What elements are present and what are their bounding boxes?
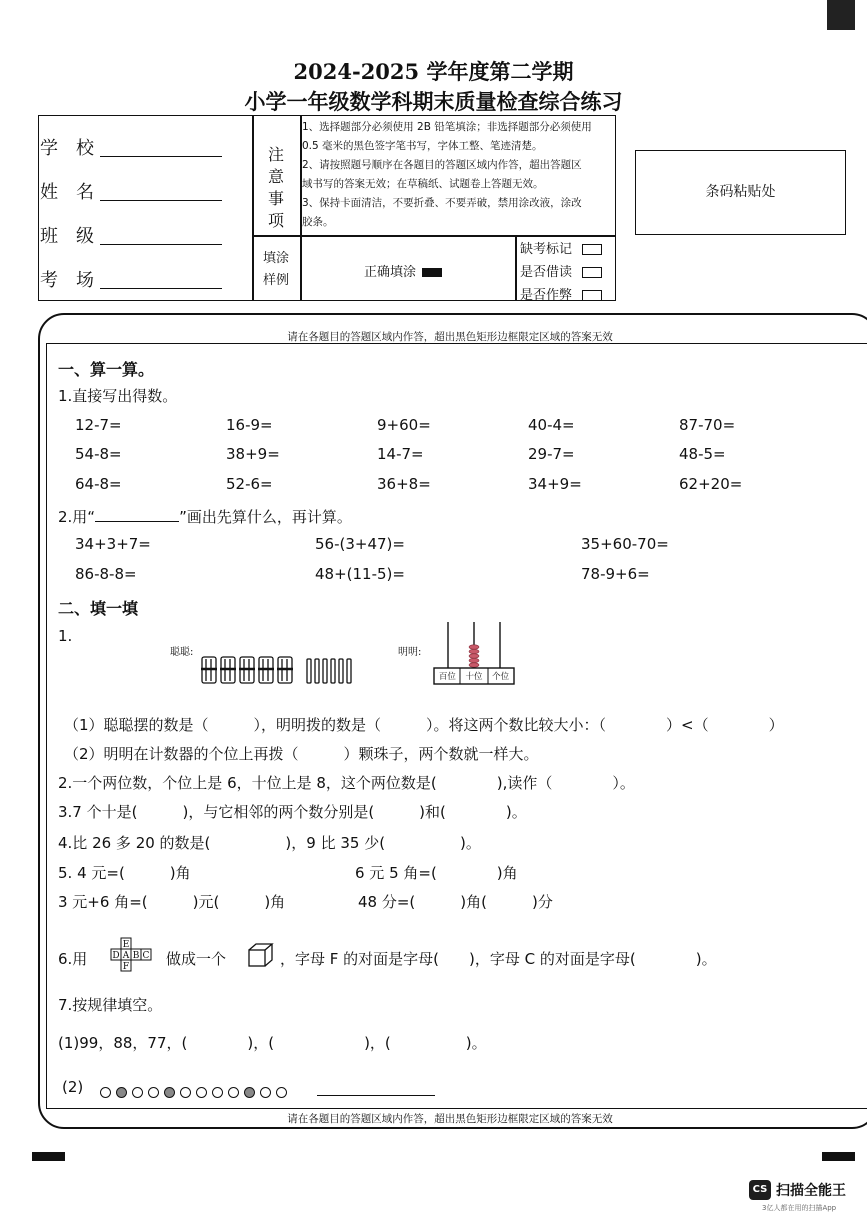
notice-line: 域书写的答案无效；在草稿纸、试题卷上答题无效。 [302, 178, 544, 190]
calc-item: 56-(3+47)= [315, 535, 405, 553]
exam-title: 小学一年级数学科期末质量检查综合练习 [244, 89, 623, 114]
abacus-label: 百位 [438, 672, 456, 682]
filled-mark-icon [422, 268, 442, 277]
congcong-label: 聪聪: [170, 647, 194, 658]
single-stick [315, 659, 319, 683]
school-label: 学 校 [40, 138, 94, 159]
q7-part2-label: (2) [62, 1078, 84, 1096]
section2-title: 二、填一填 [58, 599, 139, 618]
calc-item: 64-8= [75, 475, 122, 493]
section1-title: 一、算一算。 [58, 360, 155, 379]
q6-middle: 做成一个 [166, 950, 227, 968]
exam-title-term: 2024-2025 学年度第二学期 [293, 59, 574, 84]
school-field[interactable] [100, 136, 222, 157]
calc-item: 29-7= [528, 445, 575, 463]
filled-circle [164, 1087, 175, 1098]
q2-question: 2.一个两位数，个位上是 6，十位上是 8，这个两位数是( ),读作（ ）。 [58, 774, 635, 792]
scan-corner-mark [827, 0, 855, 30]
filled-circle [244, 1087, 255, 1098]
fill-example-label [256, 248, 296, 292]
calc-item: 14-7= [377, 445, 424, 463]
cube-net-diagram [108, 937, 158, 975]
absent-mark-label: 缺考标记 [520, 242, 573, 257]
table-divider [515, 235, 517, 301]
answer-blank[interactable] [317, 1079, 435, 1096]
calc-item: 48+(11-5)= [315, 565, 405, 583]
net-letter: F [122, 962, 130, 972]
answer-area-note-top: 请在各题目的答题区域内作答，超出黑色矩形边框限定区域的答案无效 [287, 331, 613, 343]
circle-pattern [100, 1082, 292, 1101]
mingming-label: 明明: [398, 647, 422, 658]
calc-item: 16-9= [226, 416, 273, 434]
absent-checkbox[interactable] [582, 244, 602, 255]
scanner-brand: 扫描全能王 [776, 1183, 846, 1199]
q2-title-pre: 2.用“ [58, 508, 96, 526]
q5-part-c: 3 元+6 角=( )元( )角 [58, 893, 286, 911]
empty-circle [132, 1087, 143, 1098]
scan-mark-right [822, 1152, 855, 1161]
single-stick [307, 659, 311, 683]
scan-mark-left [32, 1152, 65, 1161]
single-stick [323, 659, 327, 683]
barcode-area: 条码粘贴处 [635, 150, 846, 235]
calc-item: 86-8-8= [75, 565, 137, 583]
empty-circle [180, 1087, 191, 1098]
abacus-bead [469, 649, 479, 653]
calc-item: 54-8= [75, 445, 122, 463]
notice-label-char: 事 [267, 189, 284, 208]
q1-number: 1. [58, 627, 73, 645]
answer-area-note-bottom: 请在各题目的答题区域内作答，超出黑色矩形边框限定区域的答案无效 [287, 1113, 613, 1125]
calc-item: 40-4= [528, 416, 575, 434]
bundled-sticks-illustration [200, 655, 365, 687]
empty-circle [276, 1087, 287, 1098]
calc-item: 38+9= [226, 445, 280, 463]
calc-item: 35+60-70= [581, 535, 669, 553]
notice-line: 胶条。 [302, 216, 334, 228]
cube-icon [247, 942, 275, 968]
name-label: 姓 名 [40, 182, 94, 203]
q4-question: 4.比 26 多 20 的数是( )，9 比 35 少( )。 [58, 834, 481, 852]
q6-prefix: 6.用 [58, 950, 88, 968]
abacus-label: 个位 [492, 672, 510, 682]
cheat-checkbox[interactable] [582, 290, 602, 301]
stick-bundle [258, 657, 274, 683]
net-letter: C [142, 951, 150, 961]
transfer-mark-label: 是否借读 [520, 265, 573, 280]
notice-line: 1、选择题部分必须使用 2B 铅笔填涂；非选择题部分必须使用 [302, 121, 592, 133]
calc-item: 52-6= [226, 475, 273, 493]
scanner-tagline: 3亿人都在用的扫描App [762, 1204, 837, 1212]
net-letter: E [122, 940, 130, 950]
notice-text [302, 118, 616, 232]
camscanner-logo: CS [749, 1180, 771, 1200]
calc-item: 87-70= [679, 416, 736, 434]
calc-item: 78-9+6= [581, 565, 650, 583]
table-divider [252, 235, 616, 237]
empty-circle [212, 1087, 223, 1098]
abacus-label: 十位 [465, 672, 483, 682]
calc-item: 34+9= [528, 475, 582, 493]
single-stick [339, 659, 343, 683]
class-label: 班 级 [40, 226, 94, 247]
net-letter: D [112, 951, 120, 961]
transfer-checkbox[interactable] [582, 267, 602, 278]
calc-item: 48-5= [679, 445, 726, 463]
q5-part-b: 6 元 5 角=( )角 [355, 864, 518, 882]
empty-circle [100, 1087, 111, 1098]
table-divider [252, 115, 254, 301]
notice-line: 0.5 毫米的黑色签字笔书写，字体工整、笔迹清楚。 [302, 140, 543, 152]
empty-circle [196, 1087, 207, 1098]
empty-circle [260, 1087, 271, 1098]
correct-fill-label: 正确填涂 [364, 265, 417, 280]
transfer-mark [520, 261, 602, 284]
exam-room-label: 考 场 [40, 270, 94, 291]
abacus-bead [469, 645, 479, 649]
stick-bundle [277, 657, 293, 683]
notice-label-char: 注 [267, 145, 284, 164]
calc-item: 34+3+7= [75, 535, 151, 553]
exam-room-field[interactable] [100, 268, 222, 289]
cheat-mark-label: 是否作弊 [520, 288, 573, 303]
fill-example [364, 261, 442, 280]
q1-part2: （2）明明在计数器的个位上再拨（ ）颗珠子，两个数就一样大。 [64, 745, 539, 763]
notice-line: 2、请按照题号顺序在各题目的答题区域内作答，超出答题区 [302, 159, 582, 171]
cheat-mark [520, 284, 602, 307]
underline-blank [95, 509, 179, 522]
empty-circle [228, 1087, 239, 1098]
q5-part-d: 48 分=( )角( )分 [358, 893, 553, 911]
q5-part-a: 5. 4 元=( )角 [58, 864, 191, 882]
q2-title [58, 506, 352, 527]
calc-item: 36+8= [377, 475, 431, 493]
calc-item: 12-7= [75, 416, 122, 434]
abacus-labels [434, 670, 514, 682]
q6-question: ，字母 F 的对面是字母( )，字母 C 的对面是字母( )。 [280, 950, 717, 968]
calc-item: 9+60= [377, 416, 431, 434]
stick-bundle [239, 657, 255, 683]
stick-bundle [220, 657, 236, 683]
name-field[interactable] [100, 180, 222, 201]
fill-example-label-line: 样例 [262, 273, 289, 288]
calc-item: 62+20= [679, 475, 743, 493]
q7-part1: (1)99，88，77，( )，( )，( )。 [58, 1034, 487, 1052]
q7-title: 7.按规律填空。 [58, 996, 163, 1014]
notice-line: 3、保持卡面清洁，不要折叠、不要弄破，禁用涂改液，涂改 [302, 197, 582, 209]
class-field[interactable] [100, 224, 222, 245]
fill-example-label-line: 填涂 [262, 251, 289, 266]
notice-label-char: 项 [267, 211, 284, 230]
abacus-bead [469, 658, 479, 662]
status-marks [520, 238, 602, 307]
abacus-bead [469, 663, 479, 667]
absent-mark [520, 238, 602, 261]
empty-circle [148, 1087, 159, 1098]
q1-title: 1.直接写出得数。 [58, 387, 178, 405]
q3-question: 3.7 个十是( )，与它相邻的两个数分别是( )和( )。 [58, 803, 527, 821]
stick-bundle [201, 657, 217, 683]
single-stick [331, 659, 335, 683]
single-stick [347, 659, 351, 683]
notice-label-char: 意 [267, 167, 284, 186]
filled-circle [116, 1087, 127, 1098]
abacus-bead [469, 654, 479, 658]
net-letter: B [132, 951, 140, 961]
net-letter: A [122, 951, 130, 961]
q2-title-post: ”画出先算什么，再计算。 [179, 508, 352, 526]
q1-part1: （1）聪聪摆的数是（ ），明明拨的数是（ ）。将这两个数比较大小：（ ）<（ ） [64, 716, 784, 734]
